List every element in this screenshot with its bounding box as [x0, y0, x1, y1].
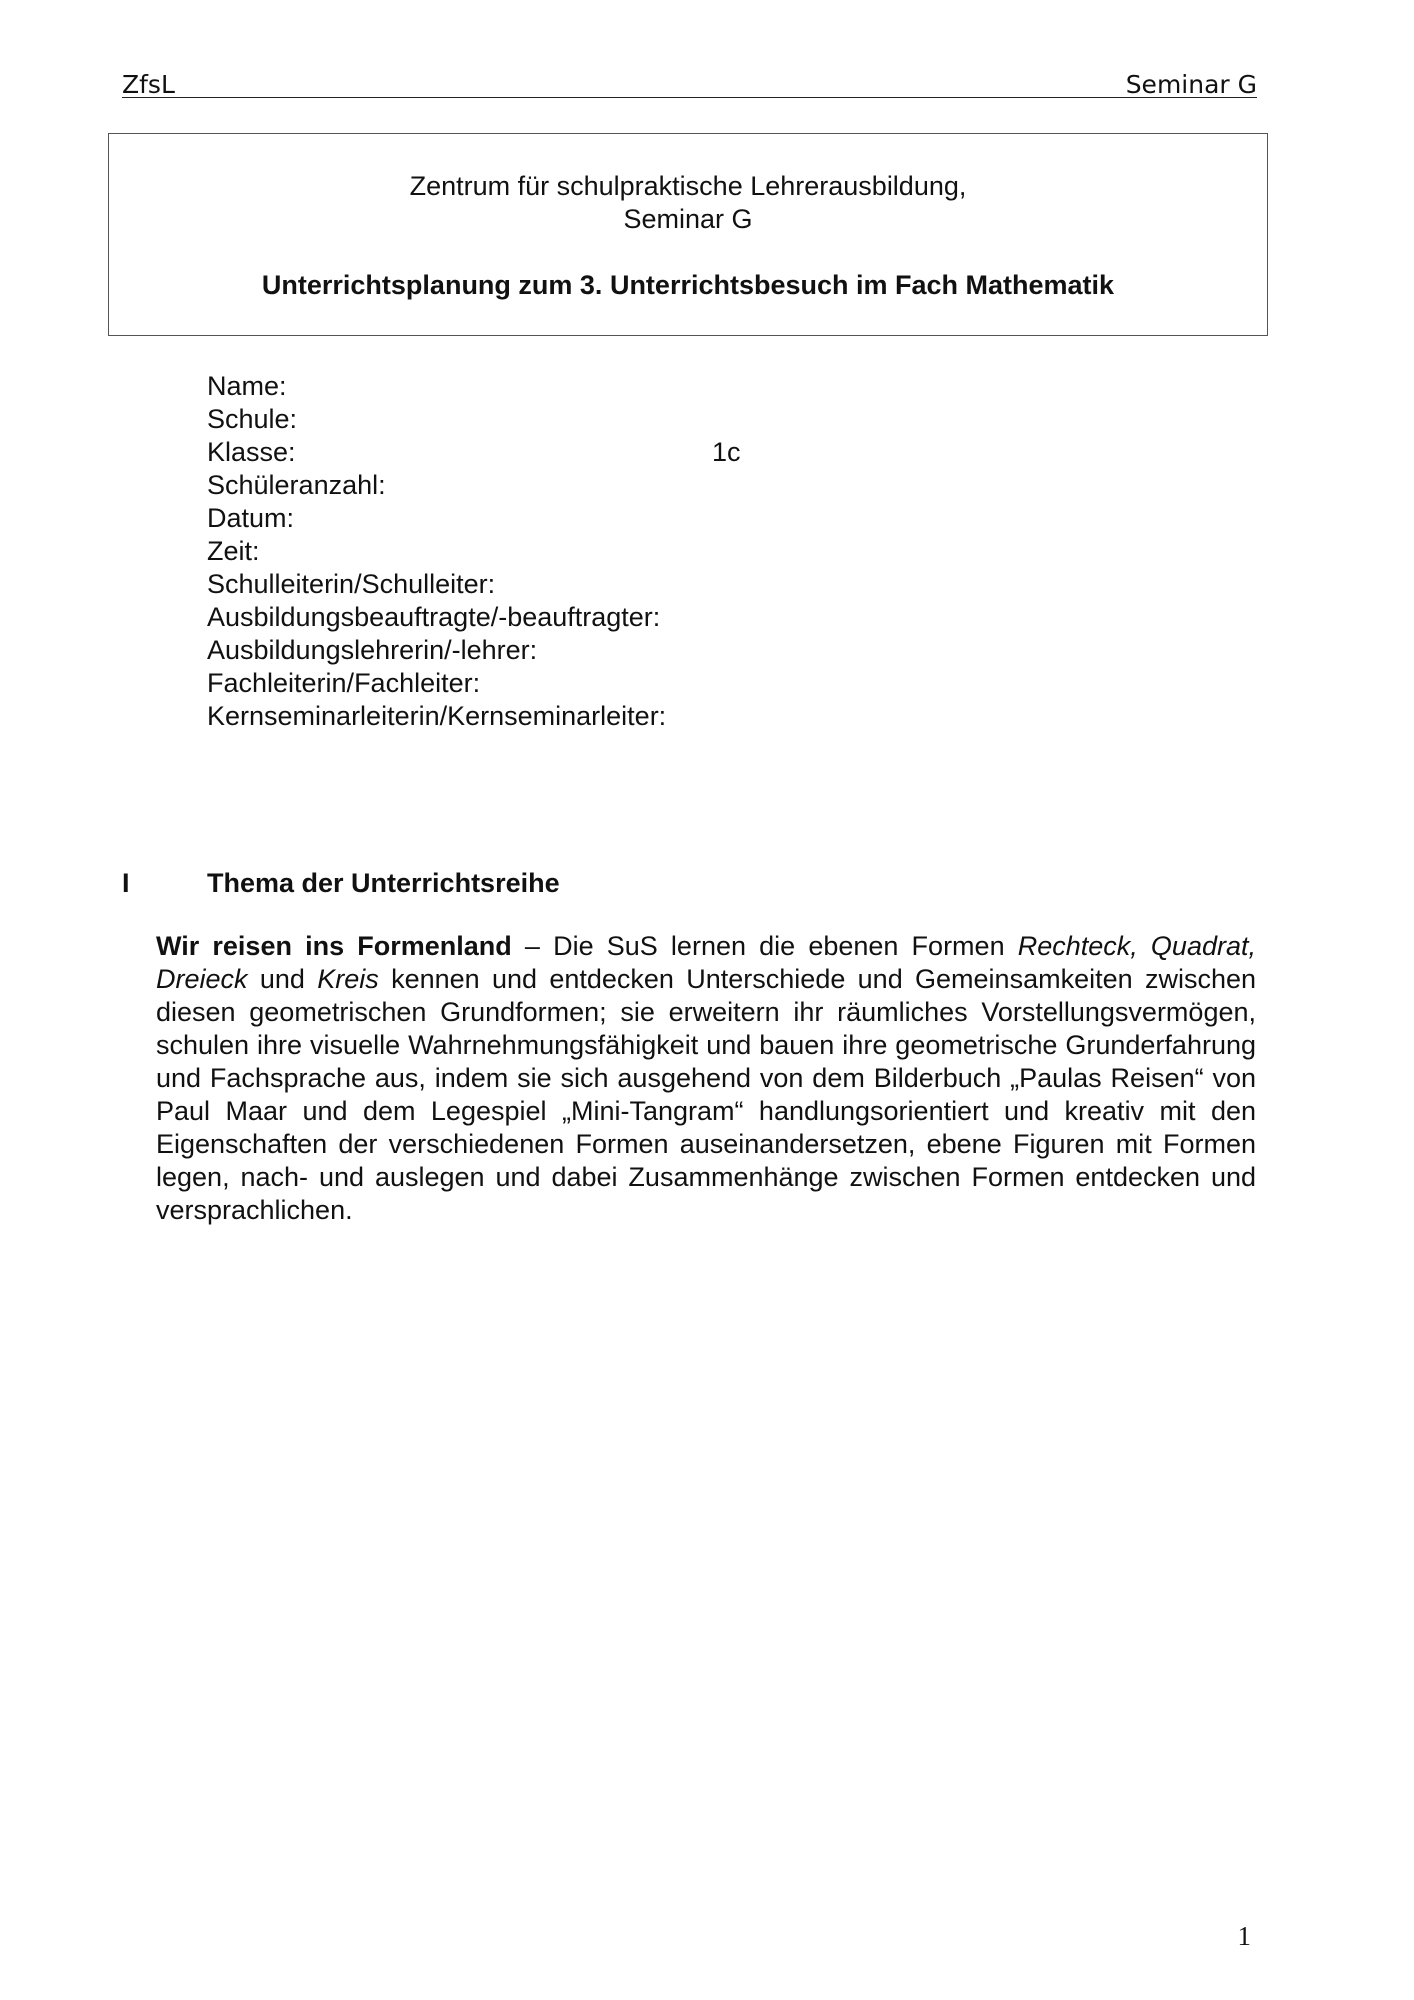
- field-row: [207, 436, 741, 469]
- field-row: [207, 403, 666, 436]
- field-row: [207, 502, 666, 535]
- page-number: 1: [1237, 1921, 1251, 1951]
- field-row: [207, 667, 666, 700]
- document-title: Unterrichtsplanung zum 3. Unterrichtsbesuch im Fach Mathematik: [261, 270, 1115, 300]
- field-label: Name:: [207, 371, 287, 401]
- seminar-name: Seminar G: [623, 204, 753, 234]
- field-label: Kernseminarleiterin/Kernseminarleiter:: [207, 701, 667, 731]
- institution-name: Zentrum für schulpraktische Lehrerausbildung,: [409, 171, 967, 201]
- field-label: Klasse:: [207, 437, 296, 467]
- field-label: Fachleiterin/Fachleiter:: [207, 668, 481, 698]
- field-label: Schüleranzahl:: [207, 470, 386, 500]
- field-row: [207, 469, 666, 502]
- field-row: [207, 601, 666, 634]
- field-row: [207, 634, 666, 667]
- shape-names: Rechteck, Quadrat, Dreieck: [156, 931, 1256, 994]
- title-box: [108, 133, 1268, 336]
- field-label: Schulleiterin/Schulleiter:: [207, 569, 496, 599]
- field-label: Schule:: [207, 404, 298, 434]
- paragraph-text: kennen und entdecken Unterschiede und Gemeinsamkeiten zwischen diesen geometrischen Grundformen; sie erweitern ihr räumliches Vorstellungsvermögen, schulen ihre visuelle Wahrnehmungsfähigkeit und bauen ihre geometrische Grunderfahrung und Fachsprache aus, indem sie sich ausgehend von dem Bilderbuch „Paulas Reisen“ von Paul Maar und dem Legespiel „Mini-Tangram“ handlungsorientiert und kreativ mit den Eigenschaften der verschiedenen Formen auseinandersetzen, ebene Figuren mit Formen legen, nach- und auslegen und dabei Zusammenhänge zwischen Formen entdecken und versprachlichen.: [156, 964, 1256, 1225]
- topic-lead: Wir reisen ins Formenland: [156, 931, 512, 961]
- field-label: Ausbildungslehrerin/-lehrer:: [207, 635, 538, 665]
- header-left-text: ZfsL: [122, 70, 175, 99]
- paragraph-text: – Die SuS lernen die ebenen Formen: [511, 931, 1018, 961]
- field-row: [207, 370, 666, 403]
- shape-name-circle: Kreis: [317, 964, 379, 994]
- info-fields: [207, 370, 741, 733]
- field-row: [207, 700, 666, 733]
- section-number: I: [122, 868, 130, 898]
- paragraph-text: und: [247, 964, 318, 994]
- field-label: Datum:: [207, 503, 295, 533]
- field-row: [207, 568, 666, 601]
- header-divider: [122, 97, 1257, 98]
- header-right-text: Seminar G: [1125, 70, 1257, 99]
- field-label: Ausbildungsbeauftragte/-beauftragter:: [207, 602, 661, 632]
- field-value: 1c: [712, 437, 741, 467]
- field-row: [207, 535, 666, 568]
- topic-paragraph: [156, 930, 1256, 1227]
- section-title: Thema der Unterrichtsreihe: [207, 868, 560, 898]
- field-label: Zeit:: [207, 536, 260, 566]
